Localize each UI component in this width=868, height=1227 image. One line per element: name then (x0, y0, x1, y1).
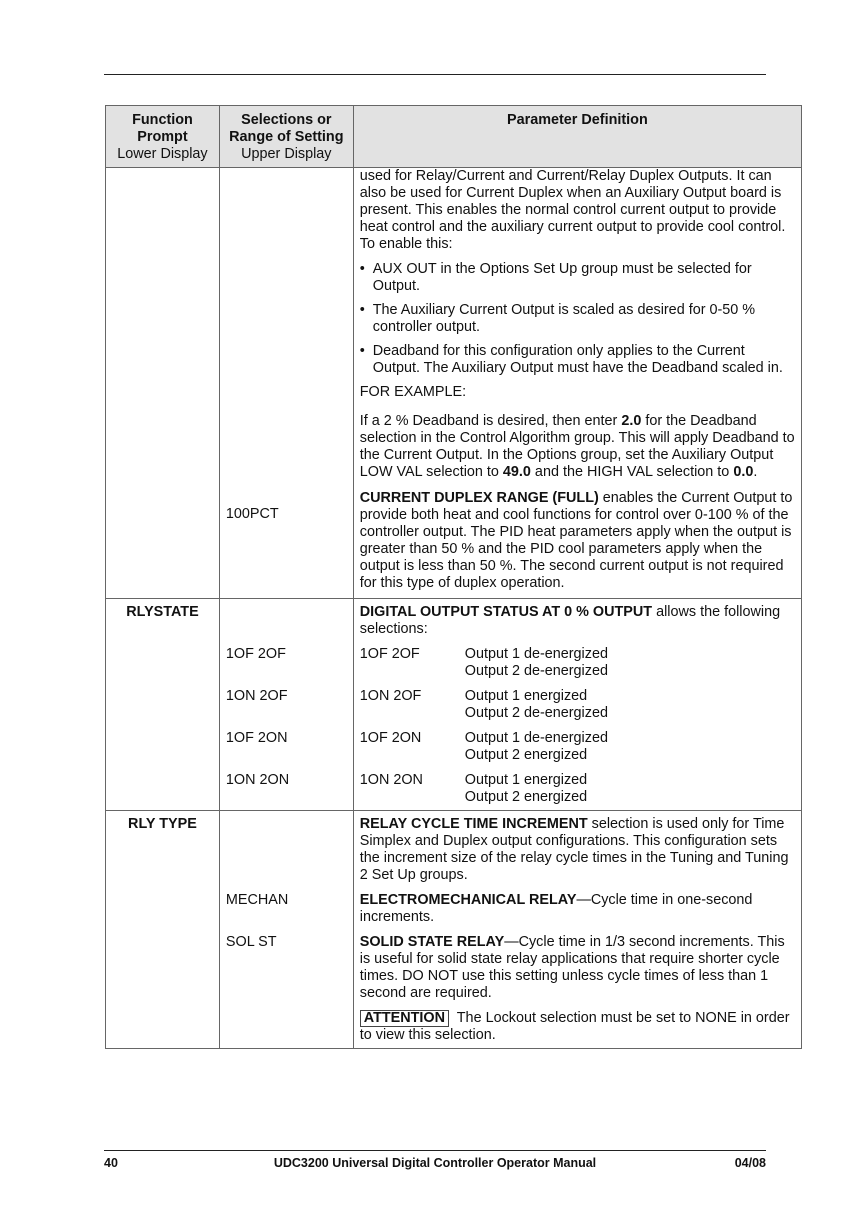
parameter-table (105, 105, 802, 1049)
page-number: 40 (104, 1156, 118, 1170)
header-selections: Selections or Range of Setting Upper Display (219, 106, 353, 168)
selection-1of2on: 1OF 2ON (225, 730, 288, 746)
duplex-intro: used for Relay/Current and Current/Relay Duplex Outputs. It can also be used for Current Duplex when an Auxiliary Output board is present. This enables the normal control current output to provide heat control and the auxiliary current output to provide cool control. To enable this: (359, 168, 786, 252)
footer-rule (104, 1150, 766, 1151)
list-item: 1ON 2OF Output 1 energized Output 2 de-energized (359, 688, 608, 721)
list-item: • AUX OUT in the Options Set Up group must be selected for Output. (359, 261, 752, 294)
list-item: 1ON 2ON Output 1 energized Output 2 energized (359, 772, 588, 805)
attention-badge: ATTENTION (360, 1010, 449, 1027)
selection-mechan: MECHAN (225, 892, 289, 908)
example-label: FOR EXAMPLE: (359, 384, 467, 400)
definition-cell (353, 599, 801, 811)
selection-1of2of: 1OF 2OF (225, 646, 286, 662)
selection-cell (219, 599, 353, 811)
selection-cell (219, 168, 353, 599)
selection-100pct: 100PCT (225, 506, 279, 522)
prompt-cell-empty (106, 168, 220, 599)
list-item: 1OF 2OF Output 1 de-energized Output 2 de-energized (359, 646, 608, 679)
example-text: If a 2 % Deadband is desired, then enter 2.0 for the Deadband selection in the Control Algorithm group. This will apply Deadband to the Current Output. In the Options group, set the Auxiliary Output LOW VAL selection to 49.0 and the HIGH VAL selection to 0.0. (359, 413, 795, 480)
header-rule (104, 74, 766, 75)
rly-type-definition: RELAY CYCLE TIME INCREMENT selection is used only for Time Simplex and Duplex output configurations. This configuration sets the increment size of the relay cycle times in the Tuning and Tuning 2 Set Up groups. (359, 816, 789, 883)
selection-1on2on: 1ON 2ON (225, 772, 290, 788)
header-parameter-definition: Parameter Definition (353, 106, 801, 168)
list-item: • The Auxiliary Current Output is scaled as desired for 0-50 % controller output. (359, 302, 756, 335)
mechan-definition: ELECTROMECHANICAL RELAY—Cycle time in one-second increments. (359, 892, 753, 925)
duplex-full-definition: CURRENT DUPLEX RANGE (FULL) enables the Current Output to provide both heat and cool functions for control over 0-100 % of the controller output. The PID heat parameters apply when the output is greater than 50 % and the PID cool parameters apply when the output is less than 50 %. The second current output is not required for this type of duplex operation. (359, 490, 793, 591)
selection-sol-st: SOL ST (225, 934, 277, 950)
prompt-rly-type: RLY TYPE (106, 811, 220, 1049)
table-header-row (106, 106, 802, 168)
header-function-prompt: Function Prompt Lower Display (106, 106, 220, 168)
rlystate-definition: DIGITAL OUTPUT STATUS AT 0 % OUTPUT allows the following selections: (359, 604, 781, 637)
prompt-rlystate: RLYSTATE (106, 599, 220, 811)
footer-title: UDC3200 Universal Digital Controller Operator Manual (273, 1156, 597, 1170)
selection-cell (219, 811, 353, 1049)
footer-date: 04/08 (734, 1156, 766, 1170)
list-item: 1OF 2ON Output 1 de-energized Output 2 energized (359, 730, 608, 763)
attention-note: ATTENTION The Lockout selection must be set to NONE in order to view this selection. (359, 1010, 790, 1043)
table-row (106, 168, 802, 599)
definition-cell (353, 811, 801, 1049)
list-item: • Deadband for this configuration only applies to the Current Output. The Auxiliary Output must have the Deadband scaled in. (359, 343, 783, 376)
definition-cell (353, 168, 801, 599)
solst-definition: SOLID STATE RELAY—Cycle time in 1/3 second increments. This is useful for solid state relay applications that require shorter cycle times. DO NOT use this setting unless cycle times of less than 1 second are required. (359, 934, 785, 1001)
table-row (106, 599, 802, 811)
table-row (106, 811, 802, 1049)
selection-1on2of: 1ON 2OF (225, 688, 288, 704)
